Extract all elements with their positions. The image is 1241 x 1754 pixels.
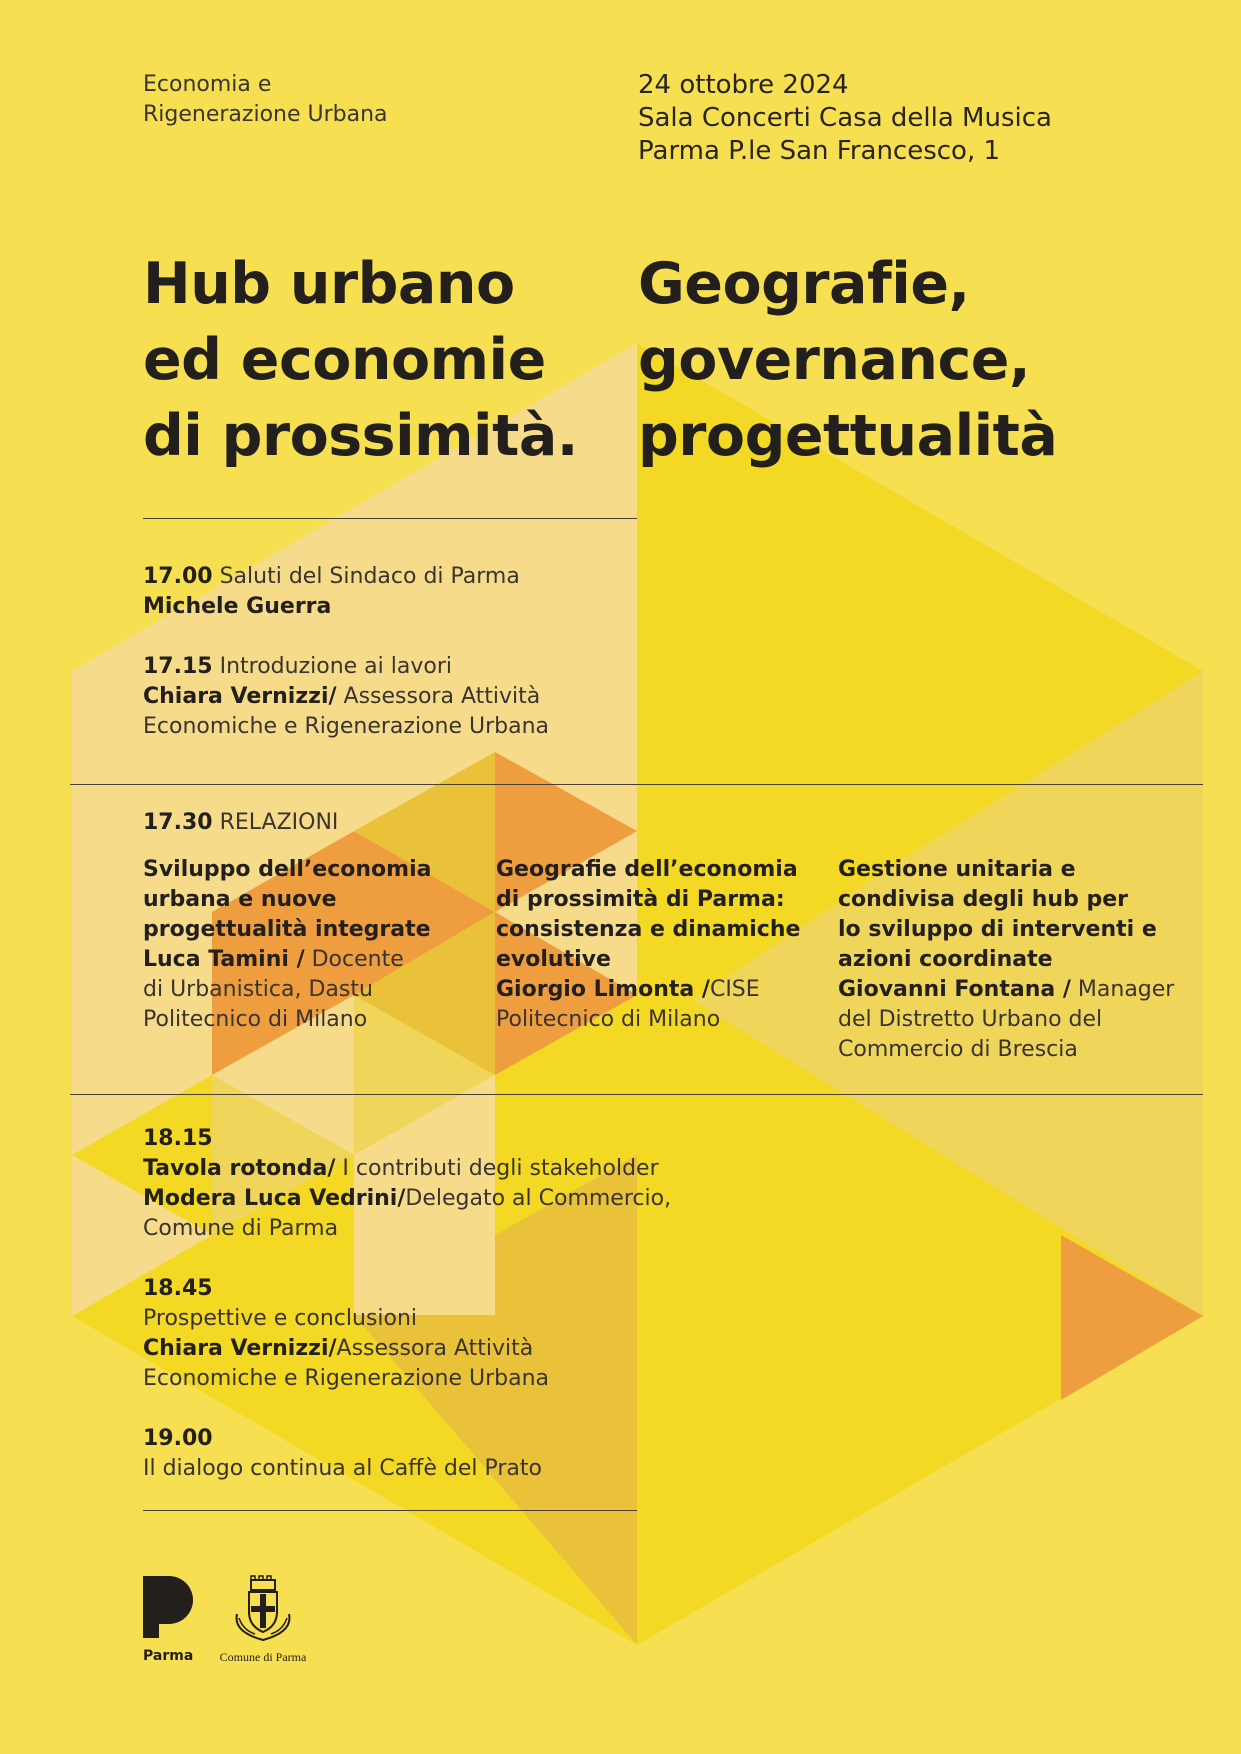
department-name [143, 70, 388, 130]
title-right [638, 246, 1057, 474]
talk-title: Sviluppo dell’economia [143, 857, 432, 882]
title-right-line-1: Geografie, [638, 251, 970, 317]
program-role: Economiche e Rigenerazione Urbana [143, 714, 550, 739]
program-item-1715 [143, 652, 549, 742]
title-left-line-3: di prossimità. [143, 403, 578, 469]
event-venue: Sala Concerti Casa della Musica [638, 103, 1052, 133]
comune-logo [213, 1574, 313, 1665]
divider [143, 1510, 637, 1511]
divider [70, 1094, 1203, 1095]
talk-title: Geografie dell’economia [496, 857, 798, 882]
program-item-1815 [143, 1124, 671, 1244]
program-speaker: Chiara Vernizzi/ [143, 684, 337, 709]
program-item-1845 [143, 1274, 549, 1394]
event-address: Parma P.le San Francesco, 1 [638, 136, 1001, 166]
program-time: 18.45 [143, 1276, 213, 1301]
program-item-1900 [143, 1424, 542, 1484]
event-date: 24 ottobre 2024 [638, 70, 849, 100]
talk-role: di Urbanistica, Dastu [143, 977, 373, 1002]
parma-logo-label: Parma [143, 1648, 194, 1664]
title-right-line-3: progettualità [638, 403, 1058, 469]
title-right-line-2: governance, [638, 327, 1031, 393]
parma-logo [143, 1576, 203, 1664]
program-role: Assessora Attività [336, 1336, 534, 1361]
talk-title: lo sviluppo di interventi e [838, 917, 1157, 942]
program-role: Economiche e Rigenerazione Urbana [143, 1366, 550, 1391]
talk-role: Politecnico di Milano [143, 1007, 368, 1032]
talk-speaker: Luca Tamini / [143, 947, 305, 972]
talk-title: di prossimità di Parma: [496, 887, 785, 912]
program-text: Prospettive e conclusioni [143, 1306, 418, 1331]
program-text: Il dialogo continua al Caffè del Prato [143, 1456, 542, 1481]
divider [70, 784, 1203, 785]
talk-title: consistenza e dinamiche [496, 917, 801, 942]
talk-role: del Distretto Urbano del [838, 1007, 1103, 1032]
talk-title: Gestione unitaria e [838, 857, 1076, 882]
parma-p-logo-icon [143, 1576, 193, 1638]
event-info [638, 69, 1052, 168]
program-speaker: Michele Guerra [143, 594, 332, 619]
program-time: 17.00 [143, 564, 213, 589]
talk-title: urbana e nuove [143, 887, 337, 912]
talk-3 [838, 855, 1174, 1065]
divider [143, 518, 637, 519]
talk-role: Manager [1077, 977, 1175, 1002]
program-text: I contributi degli stakeholder [342, 1156, 659, 1181]
talk-role: CISE [709, 977, 760, 1002]
talk-role: Docente [311, 947, 404, 972]
comune-crest-icon [225, 1574, 301, 1644]
program-time: 17.30 [143, 810, 213, 835]
program-time: 18.15 [143, 1126, 213, 1151]
title-left-line-2: ed economie [143, 327, 546, 393]
program-time: 17.15 [143, 654, 213, 679]
talk-title: condivisa degli hub per [838, 887, 1128, 912]
program-role: Assessora Attività [343, 684, 541, 709]
talk-1 [143, 855, 431, 1035]
comune-logo-label: Comune di Parma [219, 1650, 307, 1664]
program-item-1700 [143, 562, 520, 622]
program-role: Comune di Parma [143, 1216, 339, 1241]
talk-speaker: Giovanni Fontana / [838, 977, 1071, 1002]
title-left-line-1: Hub urbano [143, 251, 515, 317]
program-text: RELAZIONI [219, 810, 339, 835]
talk-title: evolutive [496, 947, 611, 972]
program-label: Tavola rotonda/ [143, 1156, 336, 1181]
program-role: Delegato al Commercio, [405, 1186, 672, 1211]
talk-2 [496, 855, 800, 1035]
talk-role: Politecnico di Milano [496, 1007, 721, 1032]
program-item-1730 [143, 808, 338, 838]
talk-title: progettualità integrate [143, 917, 431, 942]
talk-speaker: Giorgio Limonta / [496, 977, 710, 1002]
program-time: 19.00 [143, 1426, 213, 1451]
talk-title: azioni coordinate [838, 947, 1053, 972]
program-text: Saluti del Sindaco di Parma [219, 564, 520, 589]
program-speaker: Chiara Vernizzi/ [143, 1336, 337, 1361]
talk-role: Commercio di Brescia [838, 1037, 1078, 1062]
department-line-1: Economia e [143, 72, 272, 97]
department-line-2: Rigenerazione Urbana [143, 102, 388, 127]
title-left [143, 246, 578, 474]
program-moderator: Modera Luca Vedrini/ [143, 1186, 406, 1211]
program-text: Introduzione ai lavori [219, 654, 452, 679]
